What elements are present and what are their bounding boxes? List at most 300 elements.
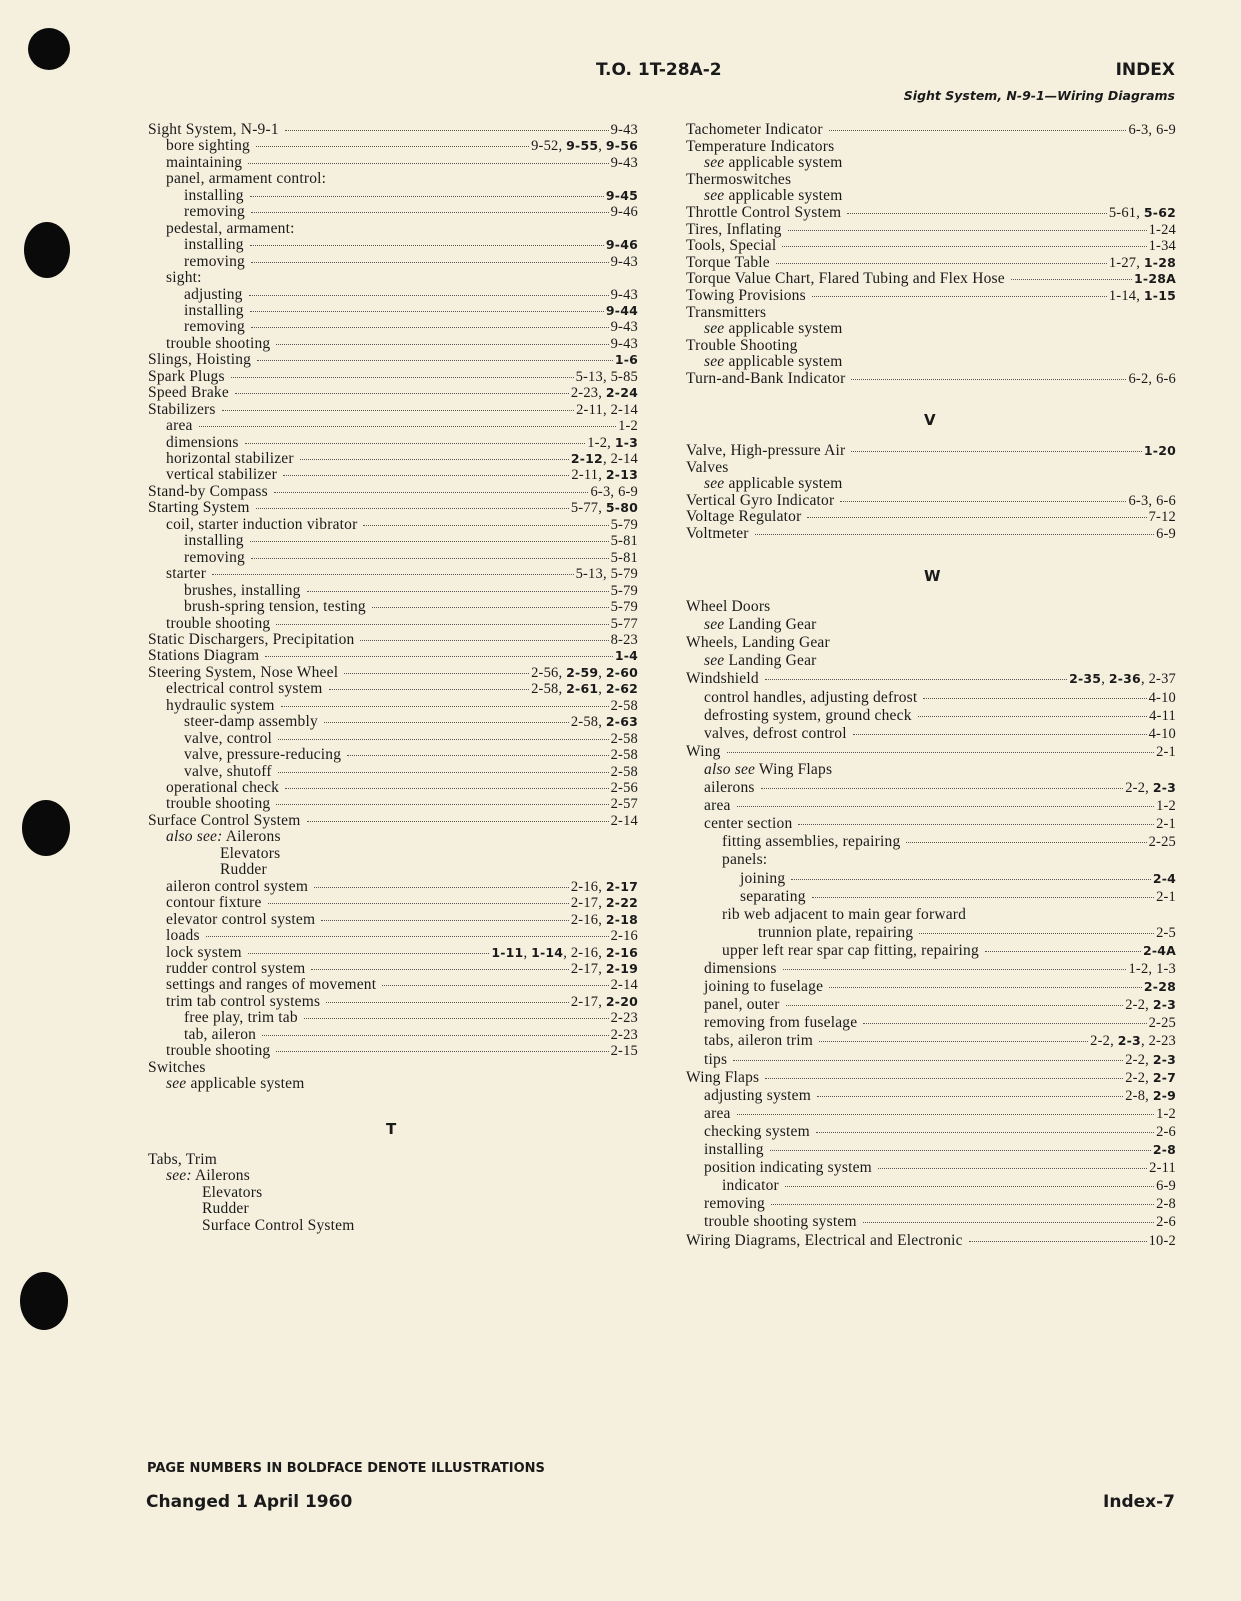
entry-text: dimensions	[704, 960, 777, 977]
entry-label	[704, 689, 917, 707]
page-ref-illustration[interactable]: 2-22	[605, 895, 638, 911]
entry-text: installing	[184, 186, 244, 204]
page-ref-illustration[interactable]: 2-3	[1152, 997, 1176, 1013]
page-ref[interactable]: 5-79	[610, 582, 638, 599]
index-entry	[166, 434, 638, 450]
page-ref[interactable]: 9-43	[610, 335, 638, 352]
index-entry	[166, 565, 638, 581]
page-refs	[1134, 271, 1176, 288]
dot-leader	[840, 501, 1126, 502]
page-ref-illustration[interactable]: 2-28	[1143, 979, 1176, 995]
page-ref[interactable]: 5-85	[610, 368, 638, 385]
page-ref[interactable]: 5-77	[610, 615, 638, 632]
page-ref[interactable]: 1-2	[618, 418, 638, 435]
page-refs	[611, 796, 638, 813]
entry-text: Transmitters	[686, 303, 767, 321]
page-ref-illustration[interactable]: 1-28A	[1134, 271, 1176, 287]
see-reference: see	[704, 353, 725, 371]
page-ref[interactable]: 2-23	[610, 1026, 638, 1043]
entry-text: valve, pressure-reducing	[184, 746, 342, 764]
index-entry	[166, 795, 638, 811]
page-ref-illustration[interactable]: 2-24	[605, 385, 638, 401]
page-ref-illustration[interactable]: 2-16	[605, 944, 638, 960]
page-ref-illustration[interactable]: 2-8	[1152, 1142, 1176, 1157]
index-entry	[704, 960, 1176, 978]
page-ref[interactable]: 2-16	[570, 878, 599, 895]
index-entry	[704, 1014, 1176, 1032]
entry-label	[184, 302, 244, 320]
page-ref-illustration[interactable]: 1-6	[614, 352, 638, 368]
dot-leader	[304, 1018, 609, 1019]
page-ref-illustration[interactable]: 2-9	[1152, 1087, 1176, 1103]
entry-label	[184, 730, 272, 748]
dot-leader	[276, 1051, 608, 1052]
entry-text: Steering System, Nose Wheel	[148, 663, 339, 681]
dot-leader	[771, 1204, 1154, 1205]
page-ref[interactable]: 2-56	[531, 664, 559, 681]
dot-leader	[248, 953, 490, 954]
index-entry	[686, 1232, 1176, 1250]
page-ref[interactable]: 2-16	[570, 944, 599, 961]
dot-leader	[863, 1222, 1154, 1223]
index-entry	[184, 582, 638, 598]
entry-label	[166, 1042, 270, 1060]
page-ref[interactable]: 6-9	[1156, 1178, 1176, 1195]
page-ref-illustration[interactable]: 1-15	[1143, 288, 1176, 303]
entry-label	[184, 763, 272, 781]
page-ref-illustration[interactable]: 1-11	[491, 944, 524, 960]
changed-date: Changed 1 April 1960	[146, 1492, 353, 1512]
entry-label	[704, 652, 817, 670]
entry-label	[220, 861, 267, 879]
page-ref[interactable]: 2-8	[1156, 1196, 1176, 1213]
entry-text: area	[704, 1104, 731, 1122]
entry-text: Landing Gear	[728, 616, 817, 634]
entry-label	[148, 368, 225, 386]
page-refs: 2-17, 2-22	[570, 895, 638, 912]
page-ref[interactable]: 2-58	[610, 697, 638, 714]
page-ref[interactable]: 1-24	[1148, 221, 1176, 238]
page-ref-illustration[interactable]: 2-20	[605, 993, 638, 1009]
page-ref-illustration[interactable]: 2-63	[605, 714, 638, 730]
dot-leader	[816, 1132, 1154, 1133]
section-title: INDEX	[1115, 60, 1175, 80]
dot-leader	[737, 1114, 1154, 1115]
entry-label	[148, 812, 301, 830]
page-ref[interactable]: 2-1	[1156, 888, 1176, 905]
page-ref[interactable]: 2-58	[531, 681, 559, 698]
entry-text: Wing Flaps	[686, 1068, 760, 1086]
index-entry	[184, 1026, 638, 1042]
dot-leader	[812, 296, 1107, 297]
page-refs	[1149, 509, 1176, 526]
section-letter: T	[386, 1120, 397, 1138]
page-ref[interactable]: 2-11	[576, 401, 603, 418]
entry-text: Throttle Control System	[686, 204, 842, 221]
index-entry	[166, 417, 638, 433]
page-ref-illustration[interactable]: 2-60	[605, 664, 638, 680]
entry-label	[686, 121, 823, 139]
page-ref[interactable]: 7-12	[1148, 509, 1176, 526]
entry-text: control handles, adjusting defrost	[704, 688, 918, 706]
page-ref[interactable]: 2-2	[1125, 1069, 1146, 1086]
entry-label	[704, 1105, 731, 1123]
page-ref[interactable]: 1-2	[1128, 961, 1149, 977]
page-ref[interactable]: 2-17	[570, 993, 599, 1010]
page-ref[interactable]: 6-3	[1128, 122, 1149, 138]
dot-leader	[265, 656, 613, 657]
index-entry	[686, 138, 1176, 155]
page-ref-illustration[interactable]: 9-56	[605, 138, 638, 154]
page-ref[interactable]: 5-79	[610, 566, 638, 583]
entry-text: Valve, High-pressure Air	[686, 442, 846, 459]
page-ref-illustration[interactable]: 2-12	[570, 451, 603, 466]
entry-label	[184, 318, 245, 336]
index-entry	[166, 170, 638, 186]
page-ref[interactable]: 5-13	[575, 566, 603, 583]
entry-label	[686, 1069, 759, 1087]
page-ref-illustration[interactable]: 9-44	[605, 302, 638, 318]
page-refs: 2-8, 2-9	[1125, 1087, 1176, 1104]
dot-leader	[812, 897, 1154, 898]
index-entry	[704, 779, 1176, 797]
page-ref[interactable]: 4-10	[1148, 725, 1176, 742]
page-ref[interactable]: 2-15	[610, 1043, 638, 1060]
entry-label	[704, 761, 832, 779]
page-ref[interactable]: 2-58	[610, 747, 638, 764]
page-ref[interactable]: 2-25	[1148, 1015, 1176, 1032]
page-ref[interactable]: 2-8	[1125, 1087, 1146, 1104]
entry-label	[166, 960, 305, 978]
entry-text: Towing Provisions	[686, 287, 806, 304]
page-ref[interactable]: 2-58	[610, 730, 638, 747]
page-refs: 2-11, 2-14	[576, 401, 638, 418]
entry-text: starter	[166, 565, 207, 583]
page-ref-illustration[interactable]: 2-3	[1117, 1033, 1141, 1049]
see-reference: see	[704, 187, 725, 205]
dot-leader	[923, 698, 1146, 699]
page-ref[interactable]: 2-14	[610, 977, 638, 994]
dot-leader	[206, 936, 609, 937]
index-entry	[704, 797, 1176, 815]
page-ref-illustration[interactable]: 1-14	[531, 944, 564, 960]
page-ref-illustration[interactable]: 2-36	[1108, 671, 1141, 687]
entry-text: Static Dischargers, Precipitation	[148, 630, 355, 648]
entry-label	[740, 888, 806, 906]
entry-text: removing	[184, 548, 246, 566]
entry-text: brush-spring tension, testing	[184, 598, 366, 616]
page-refs	[1149, 238, 1176, 255]
page-refs: 2-2, 2-7	[1125, 1069, 1176, 1086]
index-entry	[166, 960, 638, 976]
index-entry	[686, 237, 1176, 254]
page-ref[interactable]: 2-11	[571, 467, 599, 484]
page-ref-illustration[interactable]: 2-19	[605, 960, 638, 976]
entry-label	[686, 743, 721, 761]
entry-label	[686, 221, 782, 239]
entry-text: trunnion plate, repairing	[758, 923, 914, 941]
entry-label	[704, 978, 823, 996]
page-ref[interactable]: 6-3	[1128, 492, 1149, 509]
page-ref[interactable]: 6-9	[1156, 526, 1176, 542]
punch-hole	[22, 800, 70, 856]
page-ref-illustration[interactable]: 2-3	[1152, 1051, 1176, 1067]
page-ref[interactable]: 5-81	[610, 549, 638, 566]
page-refs	[1153, 1142, 1176, 1159]
page-ref[interactable]: 9-43	[610, 286, 638, 303]
page-ref[interactable]: 2-16	[570, 911, 599, 928]
entry-label	[704, 475, 843, 493]
page-ref-illustration[interactable]: 1-4	[614, 648, 638, 664]
page-ref[interactable]: 9-43	[610, 154, 638, 171]
entry-label	[184, 187, 244, 205]
page-ref[interactable]: 2-25	[1148, 834, 1176, 851]
page-ref-illustration[interactable]: 5-62	[1143, 205, 1176, 220]
page-refs	[611, 1010, 638, 1027]
page-ref[interactable]: 5-79	[610, 599, 638, 616]
page-ref[interactable]: 9-52	[531, 138, 559, 155]
entry-text: installing	[184, 236, 244, 254]
entry-text: ailerons	[704, 779, 755, 796]
dot-leader	[329, 689, 530, 690]
page-ref-illustration[interactable]: 2-7	[1152, 1069, 1176, 1085]
page-refs	[611, 780, 638, 797]
entry-text: vertical stabilizer	[166, 466, 277, 484]
page-ref[interactable]: 2-6	[1156, 1123, 1176, 1140]
page-refs	[611, 122, 638, 139]
index-entry	[184, 286, 638, 302]
page-ref[interactable]: 1-2	[587, 434, 608, 451]
page-refs	[611, 155, 638, 172]
page-ref[interactable]: 6-3	[590, 483, 611, 500]
index-entry	[704, 1213, 1176, 1231]
page-ref[interactable]: 2-2	[1125, 1051, 1146, 1068]
page-ref[interactable]: 8-23	[610, 631, 638, 648]
index-entry	[184, 598, 638, 614]
index-entry	[184, 746, 638, 762]
entry-text: Ailerons	[225, 828, 281, 846]
entry-text: Voltmeter	[686, 525, 749, 542]
page-ref[interactable]: 5-81	[610, 533, 638, 550]
index-entry	[722, 851, 1176, 869]
entry-label	[184, 598, 366, 616]
page-ref-illustration[interactable]: 2-61	[566, 681, 599, 697]
entry-text: trouble shooting	[166, 795, 271, 813]
entry-text: valve, shutoff	[184, 762, 272, 780]
entry-label	[166, 565, 206, 583]
page-ref-illustration[interactable]: 2-13	[605, 467, 638, 483]
entry-label	[686, 370, 845, 388]
page-ref-illustration[interactable]: 2-4	[1152, 870, 1176, 886]
page-ref[interactable]: 1-3	[1156, 961, 1176, 977]
page-ref[interactable]: 6-9	[1156, 122, 1176, 138]
index-entry	[722, 1177, 1176, 1195]
entry-text: area	[166, 417, 193, 435]
dot-leader	[382, 985, 608, 986]
dot-leader	[307, 821, 609, 822]
footer-note: PAGE NUMBERS IN BOLDFACE DENOTE ILLUSTRATIONS	[147, 1461, 545, 1476]
page-ref[interactable]: 2-5	[1156, 924, 1176, 941]
dot-leader	[785, 1186, 1154, 1187]
page-ref-illustration[interactable]: 9-45	[605, 187, 638, 203]
dot-leader	[791, 879, 1150, 880]
page-ref-illustration[interactable]: 2-62	[605, 681, 638, 697]
entry-text: checking system	[704, 1122, 810, 1140]
page-ref[interactable]: 1-2	[1156, 1105, 1176, 1122]
index-entry	[166, 137, 638, 153]
dot-leader	[251, 262, 609, 263]
entry-label	[686, 270, 1005, 288]
page-ref[interactable]: 5-61	[1108, 205, 1137, 221]
page-ref[interactable]: 2-11	[1149, 1160, 1176, 1177]
entry-text: adjusting system	[704, 1086, 811, 1104]
entry-label	[184, 713, 318, 731]
entry-label	[184, 1009, 298, 1027]
page-ref-illustration[interactable]: 1-20	[1143, 443, 1176, 458]
page-ref[interactable]: 6-2	[1128, 371, 1149, 387]
page-ref[interactable]: 2-23	[610, 1010, 638, 1027]
page-ref-illustration[interactable]: 9-46	[605, 237, 638, 253]
page-ref[interactable]: 5-79	[610, 516, 638, 533]
page-ref[interactable]: 2-57	[610, 796, 638, 813]
entry-label	[184, 253, 245, 271]
page-ref[interactable]: 1-14	[1108, 288, 1137, 304]
page-ref[interactable]: 2-14	[610, 812, 638, 829]
dot-leader	[257, 360, 613, 361]
page-ref[interactable]: 2-2	[1125, 780, 1146, 796]
index-entry	[704, 689, 1176, 707]
page-refs	[618, 418, 638, 435]
page-ref[interactable]: 9-43	[610, 253, 638, 270]
page-ref[interactable]: 9-46	[610, 204, 638, 221]
entry-text: contour fixture	[166, 894, 262, 912]
entry-label	[704, 707, 912, 725]
dot-leader	[281, 706, 609, 707]
page-ref[interactable]: 2-17	[570, 895, 599, 912]
page-ref[interactable]: 2-14	[610, 451, 638, 467]
index-entry	[148, 647, 638, 663]
entry-text: Spark Plugs	[148, 367, 225, 385]
page-refs: 2-2, 2-3, 2-23	[1090, 1033, 1176, 1050]
page-ref[interactable]: 6-6	[1156, 492, 1176, 509]
page-ref-illustration[interactable]: 9-55	[566, 138, 599, 154]
page-ref[interactable]: 5-77	[570, 500, 599, 517]
index-entry	[686, 171, 1176, 188]
dot-leader	[344, 673, 529, 674]
page-ref[interactable]: 2-14	[610, 401, 638, 418]
page-refs: 1-2, 1-3	[587, 434, 638, 451]
entry-text: installing	[704, 1141, 764, 1158]
page-ref-illustration[interactable]: 5-80	[605, 500, 638, 516]
page-ref[interactable]: 4-10	[1148, 689, 1176, 706]
page-refs	[611, 583, 638, 600]
page-ref-illustration[interactable]: 2-59	[566, 664, 599, 680]
see-reference: see	[704, 475, 725, 493]
entry-label	[166, 697, 275, 715]
index-entry	[704, 475, 1176, 492]
entry-text: removing	[704, 1195, 766, 1213]
page-ref[interactable]: 2-2	[1125, 997, 1146, 1014]
page-ref[interactable]: 2-56	[610, 780, 638, 796]
page-ref[interactable]: 2-16	[610, 928, 638, 945]
entry-label	[202, 1217, 355, 1235]
page-ref[interactable]: 2-1	[1156, 743, 1176, 760]
entry-label	[166, 944, 242, 962]
page-refs	[611, 616, 638, 633]
page-ref[interactable]: 2-1	[1156, 816, 1176, 833]
dot-leader	[372, 607, 609, 608]
page-ref-illustration[interactable]: 1-28	[1143, 254, 1176, 270]
index-entry	[166, 516, 638, 532]
page-ref[interactable]: 5-13	[575, 368, 603, 385]
index-entry	[686, 287, 1176, 304]
page-ref[interactable]: 2-58	[570, 714, 599, 731]
page-ref-illustration[interactable]: 1-3	[614, 434, 638, 450]
page-refs	[611, 599, 638, 616]
page-ref-illustration[interactable]: 2-3	[1152, 780, 1176, 795]
entry-text: applicable system	[728, 187, 843, 205]
entry-text: rudder control system	[166, 959, 306, 977]
page-ref[interactable]: 2-23	[570, 385, 599, 402]
page-ref[interactable]: 2-58	[610, 763, 638, 780]
entry-text: installing	[184, 301, 244, 319]
index-entry	[704, 1141, 1176, 1159]
entry-text: settings and ranges of movement	[166, 976, 377, 994]
index-entry	[184, 549, 638, 565]
page-ref[interactable]: 9-43	[610, 122, 638, 138]
entry-label	[704, 1159, 872, 1177]
page-ref[interactable]: 1-2	[1156, 798, 1176, 815]
entry-text: trim tab control systems	[166, 992, 321, 1010]
entry-text: indicator	[722, 1177, 779, 1195]
page-ref[interactable]: 9-43	[610, 319, 638, 336]
page-refs: 6-2, 6-6	[1128, 371, 1176, 387]
page-ref[interactable]: 2-2	[1090, 1033, 1111, 1050]
entry-text: Elevators	[220, 844, 281, 862]
entry-text: applicable system	[728, 353, 843, 371]
dot-leader	[212, 574, 573, 575]
dot-leader	[761, 788, 1124, 789]
index-entry	[686, 337, 1176, 354]
page-ref-illustration[interactable]: 2-18	[605, 911, 638, 927]
page-ref[interactable]: 2-23	[1148, 1033, 1176, 1050]
entry-text: aileron control system	[166, 877, 309, 895]
see-reference: see	[704, 616, 725, 634]
dot-leader	[278, 772, 609, 773]
page-ref[interactable]: 6-6	[1156, 371, 1176, 387]
dot-leader	[863, 1023, 1146, 1024]
index-entry	[166, 1167, 638, 1183]
page-ref-illustration[interactable]: 2-35	[1069, 671, 1102, 687]
page-ref[interactable]: 10-2	[1148, 1232, 1176, 1249]
page-ref[interactable]: 2-17	[570, 960, 599, 977]
entry-label	[166, 450, 294, 468]
page-ref[interactable]: 2-6	[1156, 1214, 1176, 1231]
page-ref[interactable]: 6-9	[618, 483, 638, 500]
index-entry	[704, 707, 1176, 725]
page-ref[interactable]: 1-34	[1148, 238, 1176, 255]
page-ref-illustration[interactable]: 2-4A	[1142, 942, 1176, 958]
index-entry	[166, 976, 638, 992]
entry-label	[166, 335, 270, 353]
page-ref[interactable]: 4-11	[1149, 707, 1176, 724]
page-ref[interactable]: 1-27	[1108, 254, 1137, 271]
index-entry	[704, 978, 1176, 996]
dot-leader	[262, 1035, 608, 1036]
page-ref[interactable]: 2-37	[1148, 671, 1176, 688]
page-ref-illustration[interactable]: 2-17	[605, 878, 638, 894]
page-refs	[611, 928, 638, 945]
